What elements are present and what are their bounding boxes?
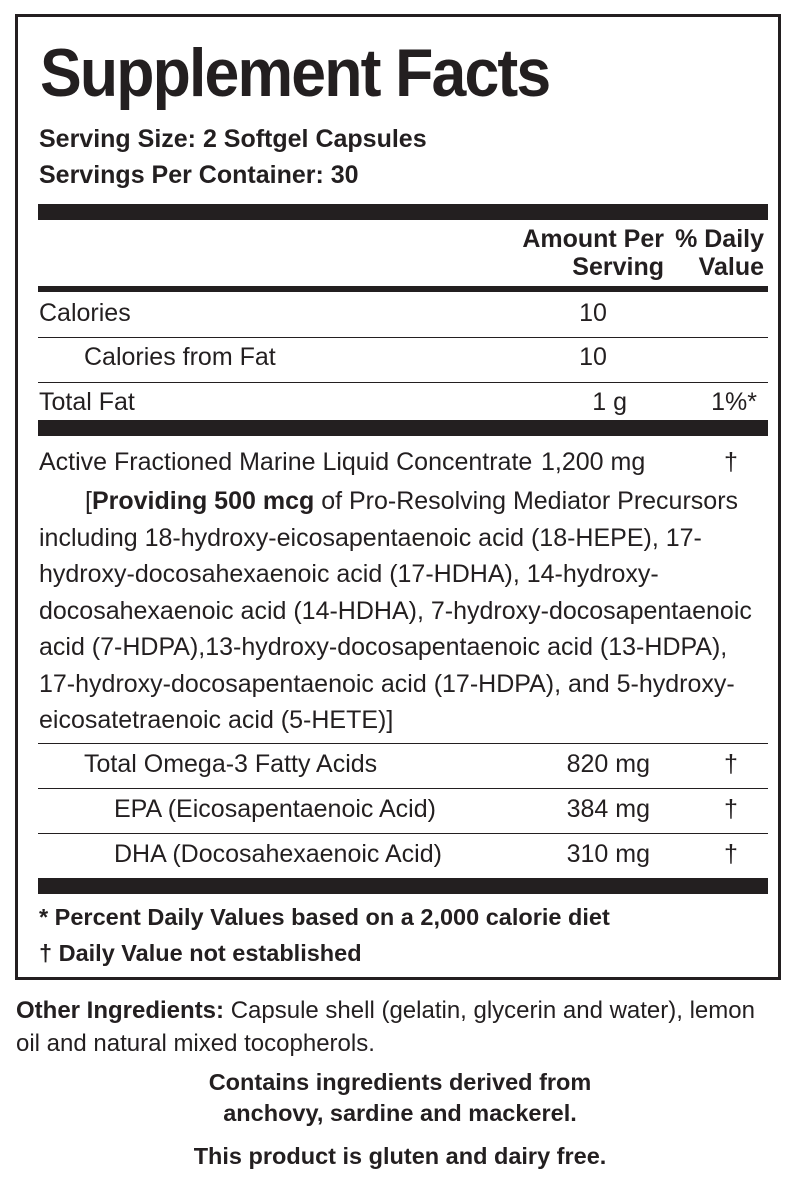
- row-amount: 384 mg: [566, 795, 650, 823]
- row-daily-value: 1%*: [711, 388, 757, 416]
- row-amount: 310 mg: [566, 840, 650, 868]
- row-amount: 1 g: [592, 388, 627, 416]
- row-name: Calories from Fat: [84, 343, 276, 371]
- mediator-precursors-list: of Pro-Resolving Mediator Precursors including 18-hydroxy-eicosapentaenoic acid (18-HEPE), 17-hydroxy-docosahexaenoic acid (17-HDHA), 14-hydroxy-docosahexaenoic acid (14-HDHA), 7-hydroxy-docosapentaenoic acid (7-HDPA),13-hydroxy-docosapentaenoic acid (13-HDPA), 17-hydroxy-docosapentaenoic acid (17-HDPA), and 5-hydroxy-eicosatetraenoic acid (5-HETE)]: [39, 487, 752, 734]
- row-divider: [38, 382, 768, 383]
- row-daily-value: †: [724, 840, 738, 868]
- row-divider: [38, 788, 768, 789]
- row-name: DHA (Docosahexaenoic Acid): [114, 840, 442, 868]
- row-daily-value: †: [724, 750, 738, 778]
- serving-size: Serving Size: 2 Softgel Capsules: [39, 125, 427, 153]
- row-divider: [38, 337, 768, 338]
- amount-per-serving-header: [488, 225, 664, 281]
- row-name: Active Fractioned Marine Liquid Concentrate: [39, 448, 533, 476]
- amount-header-line1: Amount Per: [522, 225, 664, 253]
- amount-header-line2: Serving: [572, 253, 664, 281]
- row-name: Total Fat: [39, 388, 135, 416]
- row-amount: 10: [579, 299, 607, 327]
- row-name: Calories: [39, 299, 131, 327]
- open-bracket: [: [85, 487, 92, 515]
- allergen-statement: [0, 1067, 800, 1129]
- medium-divider: [38, 286, 768, 292]
- percent-daily-value-footnote: * Percent Daily Values based on a 2,000 calorie diet: [39, 904, 610, 930]
- thick-divider: [38, 204, 768, 220]
- row-divider: [38, 833, 768, 834]
- dv-header-line2: Value: [698, 253, 764, 281]
- row-daily-value: †: [724, 795, 738, 823]
- thick-divider: [38, 878, 768, 894]
- allergen-line-2: anchovy, sardine and mackerel.: [223, 1100, 577, 1126]
- row-daily-value: †: [724, 448, 738, 476]
- gluten-dairy-free-statement: This product is gluten and dairy free.: [193, 1143, 607, 1169]
- other-ingredients: [16, 994, 780, 1060]
- panel-title: Supplement Facts: [40, 35, 550, 111]
- row-amount: 820 mg: [566, 750, 650, 778]
- allergen-line-1: Contains ingredients derived from: [208, 1069, 592, 1095]
- other-ingredients-text: Capsule shell (gelatin, glycerin and water), lemon oil and natural mixed tocopherols.: [16, 997, 755, 1057]
- daily-value-header: [658, 225, 764, 281]
- row-name: EPA (Eicosapentaenoic Acid): [114, 795, 436, 823]
- providing-paragraph: [39, 483, 769, 739]
- row-amount: 1,200 mg: [541, 448, 646, 476]
- row-divider: [38, 743, 768, 744]
- row-name: Total Omega-3 Fatty Acids: [84, 750, 378, 778]
- row-amount: 10: [579, 343, 607, 371]
- dv-header-line1: % Daily: [675, 225, 764, 253]
- providing-amount: Providing 500 mcg: [91, 487, 315, 515]
- thick-divider: [38, 420, 768, 436]
- servings-per-container: Servings Per Container: 30: [39, 161, 359, 189]
- dagger-footnote: † Daily Value not established: [39, 940, 362, 966]
- supplement-facts-panel: [15, 14, 781, 980]
- other-ingredients-label: Other Ingredients:: [16, 997, 225, 1024]
